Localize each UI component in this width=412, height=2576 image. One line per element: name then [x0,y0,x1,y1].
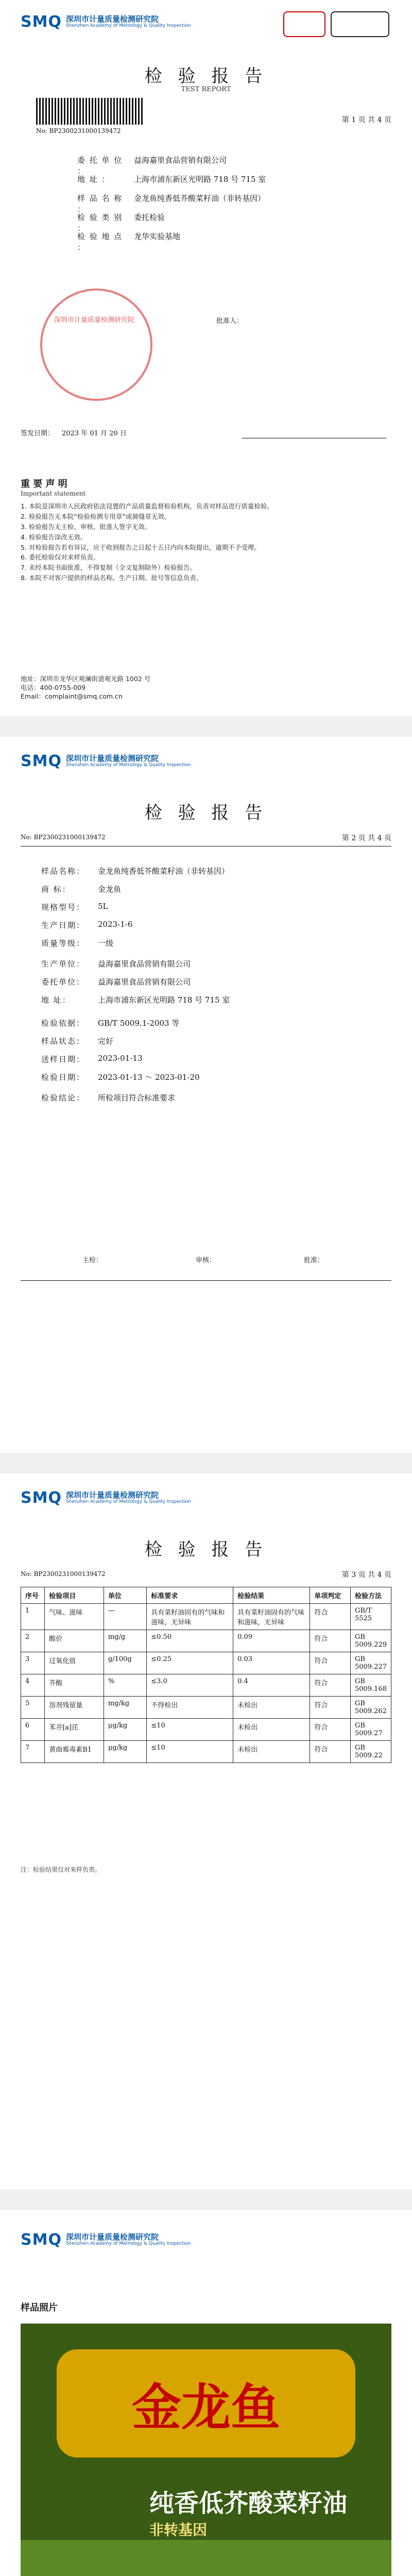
info-label: 地 址： [41,995,71,1005]
info-value: 2023-01-13 ～ 2023-01-20 [98,1073,200,1082]
approver-label: 批准人： [216,317,244,325]
note-item: 6. 委托检验仅对来样负责。 [21,553,100,562]
institute-name-en: Shenzhen Academy of Metrology & Quality Inspection [65,762,191,768]
table-cell: μg/kg [104,1741,146,1763]
info-field [41,958,191,969]
info-field [41,976,191,987]
table-header-cell: 标准要求 [147,1587,233,1604]
table-cell: GB 5009.27 [350,1719,391,1741]
table-row [21,1697,391,1719]
sample-name-value: 金龙鱼纯香低芥酸菜籽油（非转基因） [134,194,266,203]
info-label: 检验依据： [41,1019,85,1028]
info-label: 样品状态： [41,1037,85,1046]
smq-logo: SMQ [21,13,62,31]
table-cell: 未检出 [233,1741,310,1763]
table-cell: 符合 [310,1652,351,1674]
client-label: 委 托 单 位 ： [77,156,123,176]
note-item: 7. 未经本院书面批准，不得复制（全文复制除外）检验报告。 [21,564,196,572]
official-stamp [40,289,152,401]
table-cell: 符合 [310,1630,351,1652]
approver-label: 批准： [304,1257,324,1264]
table-header-cell: 单项判定 [310,1587,351,1604]
info-value: 5L [98,902,108,911]
info-value: 金龙鱼纯香低芥酸菜籽油（非转基因） [98,867,230,876]
table-cell: — [104,1604,146,1630]
info-value: GB/T 5009.1-2003 等 [98,1019,180,1028]
institute-name-cn: 深圳市计量质量检测研究院 [65,1490,159,1500]
note-item: 4. 检验报告涂改无效。 [21,533,87,541]
info-value: 2023-01-13 [98,1054,143,1063]
info-label: 规格型号： [41,903,85,912]
info-field [41,866,229,876]
sample-name-label: 样 品 名 称 ： [77,194,123,214]
test-results-table [21,1587,391,1763]
info-label: 商 标： [41,885,71,894]
inspector-label: 主检： [82,1257,103,1264]
report-title: 检 验 报 告 [144,66,268,87]
table-cell: μg/kg [104,1719,146,1741]
info-label: 生产日期： [41,921,85,930]
table-cell: 符合 [310,1719,351,1741]
info-label: 质量等级： [41,939,85,948]
table-cell: ≤0.25 [147,1652,233,1674]
barcode-number: No: BP2300231000139472 [36,127,121,134]
table-cell: 0.03 [233,1652,310,1674]
contact-line: Email：complaint@smq.com.cn [21,692,123,700]
table-cell: 5 [21,1697,45,1719]
table-cell: 符合 [310,1604,351,1630]
table-cell: 4 [21,1674,45,1697]
table-row [21,1604,391,1630]
table-cell: 0.4 [233,1674,310,1697]
report-page-1 [0,0,412,716]
institute-name-cn: 深圳市计量质量检测研究院 [65,14,159,24]
note-item: 1. 本院是深圳市人民政府依法设置的产品质量监督检验机构，负责对样品进行质量检验。 [21,502,273,510]
notes-title-en: Important statement [21,490,86,497]
table-cell: GB 5009.229 [350,1630,391,1652]
page-separator [0,716,412,737]
table-cell: 符合 [310,1674,351,1697]
barcode-number: No: BP2300231000139472 [21,834,106,841]
sample-name-field [77,193,265,214]
institute-name-en: Shenzhen Academy of Metrology & Quality Inspection [65,2241,191,2246]
test-type-value: 委托检验 [134,213,165,222]
notes-title: 重 要 声 明 [21,479,67,489]
table-row [21,1719,391,1741]
info-field [41,1036,113,1046]
table-cell: mg/kg [104,1697,146,1719]
institute-name-cn: 深圳市计量质量检测研究院 [65,754,159,764]
brand-banner: 金龙鱼 [57,2349,355,2458]
note-item: 3. 检验报告无主检、审核、批准人签字无效。 [21,522,151,531]
test-type-label: 检 验 类 别 ： [77,213,123,233]
table-cell: 不得检出 [147,1697,233,1719]
page-separator [0,1453,412,1473]
table-cell: 3 [21,1652,45,1674]
cma-icon [283,11,325,37]
table-cell: 7 [21,1741,45,1763]
page-number: 第 1 页 共 4 页 [341,116,391,124]
report-title: 检 验 报 告 [144,1539,268,1560]
client-field [77,155,227,176]
table-cell: GB 5009.227 [350,1652,391,1674]
report-subtitle: TEST REPORT [181,86,231,93]
product-line1: 纯香低芥酸菜籽油 [149,2489,348,2518]
info-field [41,1018,179,1028]
barcode-number: No: BP2300231000139472 [21,1570,106,1578]
institute-name-cn: 深圳市计量质量检测研究院 [65,2232,159,2242]
table-header-cell: 序号 [21,1587,45,1604]
table-header-cell: 检验方法 [350,1587,391,1604]
notes-heading [21,477,85,497]
notes-list [21,502,391,584]
table-cell: 未检出 [233,1719,310,1741]
info-label: 检验结论： [41,1093,85,1103]
table-cell: mg/g [104,1630,146,1652]
test-location-value: 龙华实验基地 [134,232,181,241]
table-cell: ≤10 [147,1719,233,1741]
info-value: 完好 [98,1037,114,1046]
table-row [21,1741,391,1763]
institute-name-en: Shenzhen Academy of Metrology & Quality Inspection [65,1499,191,1504]
table-cell: 酸价 [45,1630,104,1652]
table-row [21,1674,391,1697]
info-value: 一级 [98,939,114,948]
info-field [41,1092,175,1103]
report-title: 检 验 报 告 [144,803,268,823]
photo-title: 样品照片 [21,2302,58,2313]
address-value: 上海市浦东新区光明路 718 号 715 室 [134,175,266,184]
cnas-icon [331,11,389,37]
info-value: 益海嘉里食品营销有限公司 [98,977,191,987]
table-row [21,1652,391,1674]
institute-logo [21,2231,191,2249]
table-cell: 2 [21,1630,45,1652]
table-cell: 气味、滋味 [45,1604,104,1630]
reviewer-label: 审核： [196,1257,216,1264]
table-cell: 具有菜籽油固有的气味和滋味，无异味 [233,1604,310,1630]
info-value: 益海嘉里食品营销有限公司 [98,959,191,969]
info-label: 检验日期： [41,1073,85,1082]
note-item: 2. 检验报告无本院“检验检测专用章”或骑缝章无效。 [21,512,171,520]
table-cell: 未检出 [233,1697,310,1719]
report-page-2 [0,737,412,1453]
table-cell: GB/T 5525 [350,1604,391,1630]
page-number: 第 2 页 共 4 页 [341,834,391,842]
table-cell: GB 5009.168 [350,1674,391,1697]
accreditation-marks [283,11,391,39]
info-field [41,994,230,1005]
signature-row [41,1255,371,1270]
report-page-3 [0,1473,412,2190]
table-note: 注：检验结果仅对来样负责。 [21,1866,101,1873]
info-value: 上海市浦东新区光明路 718 号 715 室 [98,995,230,1005]
test-type-field [77,212,165,233]
contact-line: 地址：深圳市龙华区观澜街道观光路 1002 号 [21,675,151,683]
table-cell: g/100g [104,1652,146,1674]
table-cell: 0.09 [233,1630,310,1652]
issue-date-value: 2023 年 01 月 20 日 [62,430,127,437]
table-cell: ≤3.0 [147,1674,233,1697]
issue-date-label: 签发日期： [21,430,55,437]
info-label: 委托单位： [41,977,85,987]
table-cell: 苯并[a]芘 [45,1719,104,1741]
info-label: 送样日期： [41,1055,85,1064]
address-field [77,174,266,184]
contact-line: 电话：400-0755-009 [21,683,86,691]
info-value: 金龙鱼 [98,885,122,894]
table-cell: % [104,1674,146,1697]
signature-rule [21,1280,391,1281]
product-line2: 非转基因 [149,2521,208,2538]
page-number: 第 3 页 共 4 页 [341,1571,391,1579]
client-value: 益海嘉里食品营销有限公司 [134,156,227,165]
table-cell: 芥酸 [45,1674,104,1697]
table-cell: 符合 [310,1741,351,1763]
table-cell: ≤0.50 [147,1630,233,1652]
table-cell: 1 [21,1604,45,1630]
stamp-text: 深圳市计量质量检测研究院 [54,316,134,324]
note-item: 8. 本院不对客户提供的样品名称、生产日期、批号等信息负责。 [21,574,203,582]
institute-name-en: Shenzhen Academy of Metrology & Quality Inspection [65,23,191,28]
contact-info [21,675,391,701]
table-header-cell: 检验项目 [45,1587,104,1604]
smq-logo: SMQ [21,2231,62,2249]
address-label: 地 址 ： [77,175,111,184]
page-separator [0,2190,412,2210]
report-page-4 [0,2210,412,2576]
info-value: 所检项目符合标准要求 [98,1093,176,1103]
table-cell: 过氧化值 [45,1652,104,1674]
smq-logo: SMQ [21,1489,62,1507]
barcode [36,98,144,125]
info-field [41,938,113,948]
table-cell: 溶剂残留量 [45,1697,104,1719]
table-cell: 符合 [310,1697,351,1719]
table-header-cell: 检验结果 [233,1587,310,1604]
table-header-row [21,1587,391,1604]
table-cell: 黄曲霉毒素B1 [45,1741,104,1763]
info-field [41,902,108,912]
info-label: 生产单位： [41,959,85,969]
institute-logo [21,752,191,770]
smq-logo: SMQ [21,752,62,770]
institute-logo [21,13,191,31]
table-cell: 6 [21,1719,45,1741]
note-item: 5. 对检验报告若有异议，应于收到报告之日起十五日内向本院提出，逾期不予受理。 [21,543,261,551]
table-header-cell: 单位 [104,1587,146,1604]
institute-logo [21,1489,191,1507]
test-location-field [77,231,180,252]
table-cell: ≤10 [147,1741,233,1763]
table-cell: GB 5009.262 [350,1697,391,1719]
table-row [21,1630,391,1652]
info-field [41,920,132,930]
info-field [41,1072,200,1082]
test-location-label: 检 验 地 点 ： [77,232,123,252]
info-field [41,1054,142,1064]
flower-field [21,2540,391,2576]
table-cell: GB 5009.22 [350,1741,391,1763]
sample-photo [21,2324,391,2576]
info-value: 2023-1-6 [98,920,133,929]
table-cell: 具有菜籽油固有的气味和滋味，无异味 [147,1604,233,1630]
info-field [41,884,121,894]
info-label: 样品名称： [41,867,85,876]
